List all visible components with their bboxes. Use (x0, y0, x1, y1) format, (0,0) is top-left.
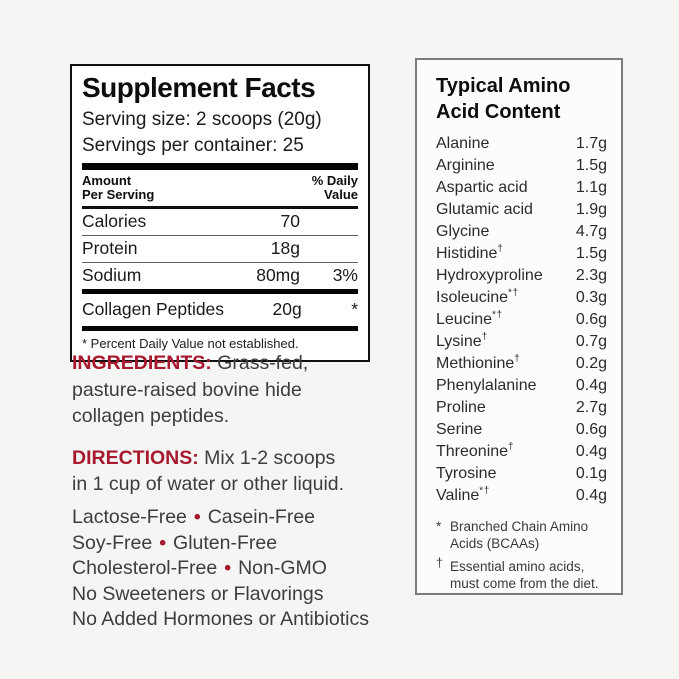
amino-value: 2.7g (575, 399, 607, 416)
nutrient-amount: 80mg (256, 265, 300, 285)
claim-bullet-dot: • (159, 531, 167, 554)
amino-name-text: Leucine (436, 311, 493, 328)
amino-name-text: Alanine (436, 135, 490, 152)
amino-name (436, 221, 489, 243)
amino-acid-panel (415, 58, 623, 595)
amino-title-line2: Acid Content (436, 101, 561, 123)
amino-rows (436, 133, 607, 507)
amino-value: 0.1g (575, 465, 607, 482)
nutrient-amount: 70 (280, 211, 300, 231)
amino-name-text: Hydroxyproline (436, 267, 543, 284)
amino-name-marker: † (497, 243, 504, 255)
amino-name-marker: † (514, 353, 521, 365)
amino-name-text: Glutamic acid (436, 201, 533, 218)
amino-value: 1.5g (575, 157, 607, 174)
servings-per-container-line: Servings per container: 25 (82, 135, 304, 156)
claim-line (72, 607, 402, 633)
amino-value: 0.3g (575, 289, 607, 306)
amino-name-text: Lysine (436, 333, 482, 350)
amino-row (436, 177, 607, 199)
amino-name-text: Serine (436, 421, 483, 438)
amino-value: 0.6g (575, 421, 607, 438)
footnote-bcaa-marker: * (436, 519, 442, 534)
amino-name-text: Isoleucine (436, 289, 509, 306)
claim-text-left: Soy-Free (72, 531, 153, 554)
amino-name (436, 287, 519, 309)
amino-row (436, 485, 607, 507)
facts-rows (82, 209, 358, 289)
nutrient-amount: 18g (270, 238, 300, 258)
amino-value: 0.2g (575, 355, 607, 372)
footnote-essential-text: Essential amino acids, must come from the diet. (450, 559, 599, 591)
amino-name-marker: *† (479, 485, 490, 497)
directions-paragraph (72, 445, 368, 498)
dv-header-line2: Value (324, 187, 358, 202)
amino-name (436, 243, 503, 265)
amino-row (436, 463, 607, 485)
claim-line (72, 582, 402, 608)
amino-value: 0.4g (575, 487, 607, 504)
amino-name-text: Phenylalanine (436, 377, 537, 394)
nutrient-name: Sodium (82, 265, 142, 285)
amino-name-marker: † (481, 331, 488, 343)
serving-size-line: Serving size: 2 scoops (20g) (82, 109, 322, 130)
footnote-essential (436, 558, 607, 592)
claim-text-right: Casein-Free (207, 506, 316, 528)
amino-name-marker: *† (508, 287, 519, 299)
amino-name (436, 419, 482, 441)
amino-row (436, 221, 607, 243)
ingredients-text-line2: pasture-raised bovine hide (72, 378, 302, 401)
amino-name (436, 199, 533, 221)
amino-name (436, 397, 486, 419)
amino-name-text: Arginine (436, 157, 495, 174)
claim-line (72, 505, 402, 531)
amino-footnotes (436, 518, 607, 592)
amino-name (436, 155, 495, 177)
ingredients-text-line3: collagen peptides. (72, 405, 230, 427)
amino-name-text: Valine (436, 487, 480, 504)
claim-bullet-dot: • (224, 557, 232, 579)
amino-panel-title (436, 73, 607, 125)
claim-text-left: Lactose-Free (72, 506, 187, 528)
amino-value: 1.7g (575, 135, 607, 152)
amino-name-text: Threonine (436, 443, 509, 460)
nutrient-daily-value: * (351, 299, 358, 319)
collagen-peptides-row (82, 294, 358, 326)
facts-table-header (82, 170, 358, 209)
amino-name-text: Aspartic acid (436, 179, 528, 196)
amino-name (436, 463, 496, 485)
amount-per-serving-header (82, 174, 154, 202)
amino-row (436, 155, 607, 177)
amino-name-marker: *† (492, 309, 503, 321)
amino-value: 1.9g (575, 201, 607, 218)
amino-value: 1.5g (575, 245, 607, 262)
footnote-essential-marker: † (436, 556, 443, 570)
amino-name (436, 485, 490, 507)
supplement-facts-title: Supplement Facts (82, 72, 316, 103)
amino-name-text: Glycine (436, 223, 490, 240)
amino-row (436, 199, 607, 221)
facts-row (82, 263, 358, 289)
amino-name (436, 441, 514, 463)
directions-text-line2: in 1 cup of water or other liquid. (72, 473, 345, 495)
nutrient-name: Protein (82, 238, 138, 258)
claim-bullet-dot: • (193, 506, 201, 528)
directions-label: DIRECTIONS: (72, 446, 199, 469)
ingredients-paragraph (72, 350, 368, 430)
claim-line (72, 531, 402, 557)
footnote-bcaa (436, 518, 607, 552)
thick-divider-top (82, 163, 358, 170)
daily-value-header (312, 174, 358, 202)
amino-name (436, 375, 537, 397)
amino-name (436, 331, 488, 353)
ingredients-directions-block (72, 350, 368, 498)
amino-name (436, 309, 503, 331)
facts-row (82, 209, 358, 236)
amino-row (436, 287, 607, 309)
amino-row (436, 309, 607, 331)
claim-line (72, 556, 402, 582)
amino-value: 2.3g (575, 267, 607, 284)
amino-name (436, 265, 543, 287)
amino-name (436, 133, 489, 155)
amino-name-text: Proline (436, 399, 486, 416)
amino-row (436, 397, 607, 419)
facts-row (82, 236, 358, 263)
amino-title-line1: Typical Amino (436, 75, 571, 97)
amino-name (436, 353, 520, 375)
amino-row (436, 243, 607, 265)
ingredients-text-line1: Grass-fed, (211, 352, 309, 374)
supplement-facts-panel (70, 64, 370, 362)
amino-row (436, 353, 607, 375)
amino-value: 0.4g (575, 377, 607, 394)
amino-row (436, 419, 607, 441)
amino-row (436, 331, 607, 353)
amino-name-text: Methionine (436, 355, 515, 372)
amount-header-line2: Per Serving (82, 187, 155, 202)
amino-name-text: Tyrosine (436, 465, 497, 482)
claim-text-right: Gluten-Free (173, 531, 278, 554)
dv-header-line1: % Daily (311, 173, 358, 188)
amino-value: 1.1g (575, 179, 607, 196)
claim-text-right: Non-GMO (238, 557, 327, 579)
nutrient-amount: 20g (272, 299, 302, 319)
amino-name-marker: † (508, 441, 515, 453)
footnote-bcaa-text: Branched Chain Amino Acids (BCAAs) (450, 519, 589, 551)
nutrient-daily-value: 3% (332, 265, 358, 285)
amino-value: 0.7g (575, 333, 607, 350)
amino-row (436, 441, 607, 463)
amount-header-line1: Amount (82, 173, 132, 188)
amino-value: 0.4g (575, 443, 607, 460)
daily-value-footnote: * Percent Daily Value not established. (82, 336, 299, 351)
directions-text-line1: Mix 1-2 scoops (198, 446, 336, 469)
amino-name-text: Histidine (436, 245, 498, 262)
nutrient-name: Calories (82, 211, 147, 231)
claim-text-left: No Added Hormones or Antibiotics (72, 608, 369, 630)
amino-value: 0.6g (575, 311, 607, 328)
amino-row (436, 265, 607, 287)
nutrient-name: Collagen Peptides (82, 299, 225, 319)
product-claims-list (72, 505, 402, 633)
claim-text-left: Cholesterol-Free (72, 557, 218, 579)
amino-row (436, 375, 607, 397)
amino-value: 4.7g (575, 223, 607, 240)
amino-name (436, 177, 528, 199)
claim-text-left: No Sweeteners or Flavorings (72, 582, 324, 605)
ingredients-label: INGREDIENTS: (72, 352, 212, 374)
amino-row (436, 133, 607, 155)
